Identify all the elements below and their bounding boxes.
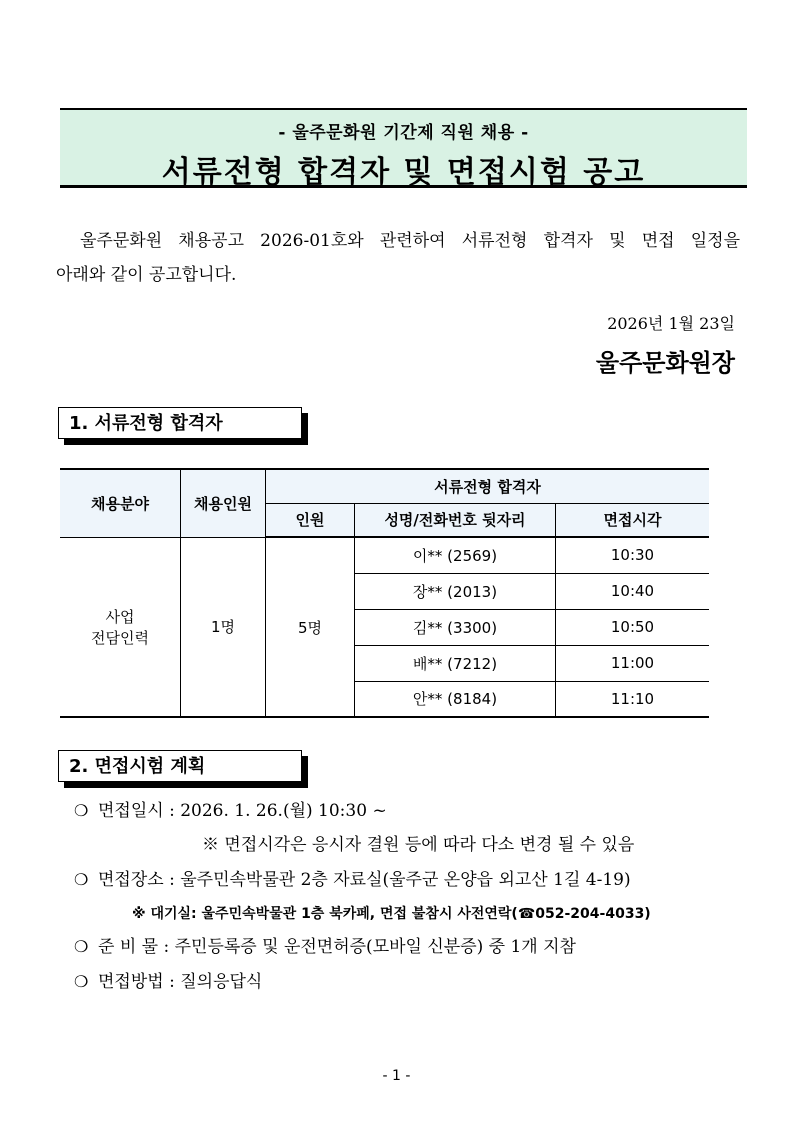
plan-prep bbox=[74, 932, 754, 957]
cell-name: 이** (2569) bbox=[355, 537, 556, 573]
cell-quota: 1명 bbox=[181, 537, 266, 717]
cell-name: 안** (8184) bbox=[355, 681, 556, 717]
cell-count: 5명 bbox=[266, 537, 355, 717]
bullet-icon: ❍ bbox=[74, 937, 89, 956]
table-row bbox=[60, 537, 709, 573]
plan-date bbox=[74, 796, 754, 821]
title-box bbox=[60, 108, 747, 188]
intro-line-2: 아래와 같이 공고합니다. bbox=[56, 265, 237, 285]
field-line-1: 사업 bbox=[105, 607, 135, 626]
plan-place-note: ※ 대기실: 울주민속박물관 1층 북카페, 면접 불참시 사전연락(☎052-204-4033) bbox=[132, 906, 651, 922]
cell-time: 10:30 bbox=[556, 537, 710, 573]
header-name: 성명/전화번호 뒷자리 bbox=[355, 503, 556, 537]
cell-name: 김** (3300) bbox=[355, 609, 556, 645]
results-table bbox=[60, 468, 709, 718]
header-quota: 채용인원 bbox=[181, 469, 266, 537]
field-line-2: 전담인력 bbox=[91, 628, 149, 647]
page-number: - 1 - bbox=[382, 1068, 411, 1084]
header-group: 서류전형 합격자 bbox=[266, 469, 710, 503]
intro-line-1: 울주문화원 채용공고 2026-01호와 관련하여 서류전형 합격자 및 면접 일정을 bbox=[80, 231, 740, 251]
title-subtitle: - 울주문화원 기간제 직원 채용 - bbox=[278, 123, 529, 143]
page-title: 서류전형 합격자 및 면접시험 공고 bbox=[161, 155, 646, 190]
cell-time: 11:10 bbox=[556, 681, 710, 717]
header-field: 채용분야 bbox=[60, 469, 181, 537]
plan-place-text: 면접장소 : 울주민속박물관 2층 자료실(울주군 온양읍 외고산 1길 4-19) bbox=[98, 870, 631, 890]
plan-date-text: 면접일시 : 2026. 1. 26.(월) 10:30 ~ bbox=[98, 801, 387, 821]
issuer: 울주문화원장 bbox=[595, 349, 735, 377]
plan-place bbox=[74, 865, 754, 890]
cell-field bbox=[60, 537, 181, 717]
plan-date-note: ※ 면접시각은 응시자 결원 등에 따라 다소 변경 될 수 있음 bbox=[202, 835, 635, 855]
cell-name: 배** (7212) bbox=[355, 645, 556, 681]
bullet-icon: ❍ bbox=[74, 801, 89, 820]
plan-method bbox=[74, 967, 754, 992]
cell-time: 11:00 bbox=[556, 645, 710, 681]
section-1-heading: 1. 서류전형 합격자 bbox=[58, 407, 302, 439]
cell-time: 10:40 bbox=[556, 573, 710, 609]
section-2-heading: 2. 면접시험 계획 bbox=[58, 750, 302, 782]
header-time: 면접시각 bbox=[556, 503, 710, 537]
plan-prep-text: 준 비 물 : 주민등록증 및 운전면허증(모바일 신분증) 중 1개 지참 bbox=[98, 937, 576, 957]
cell-name: 장** (2013) bbox=[355, 573, 556, 609]
bullet-icon: ❍ bbox=[74, 870, 89, 889]
announcement-date: 2026년 1월 23일 bbox=[607, 314, 735, 333]
cell-time: 10:50 bbox=[556, 609, 710, 645]
intro-paragraph bbox=[56, 224, 740, 292]
bullet-icon: ❍ bbox=[74, 972, 89, 991]
header-count: 인원 bbox=[266, 503, 355, 537]
plan-method-text: 면접방법 : 질의응답식 bbox=[98, 972, 263, 992]
